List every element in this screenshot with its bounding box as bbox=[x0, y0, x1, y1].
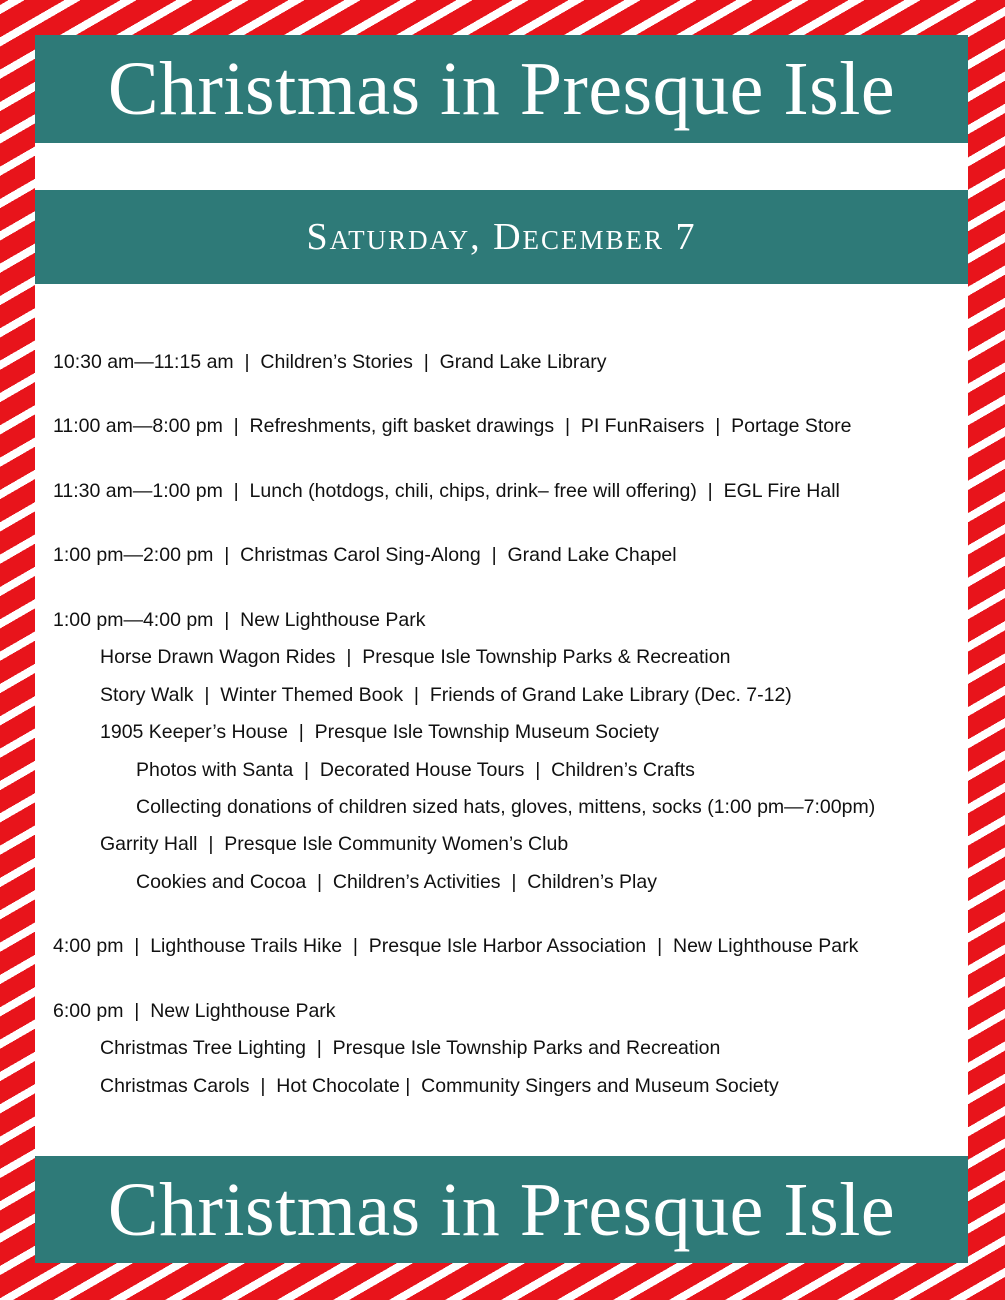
schedule-subline: Cookies and Cocoa | Children’s Activities | Children’s Play bbox=[136, 871, 657, 893]
schedule-line: 11:30 am—1:00 pm | Lunch (hotdogs, chili, chips, drink– free will offering) | EGL Fire Hall bbox=[53, 480, 840, 502]
date-title: Saturday, December 7 bbox=[306, 216, 697, 258]
schedule-subline: Garrity Hall | Presque Isle Community Women’s Club bbox=[100, 833, 569, 855]
schedule-subline: Story Walk | Winter Themed Book | Friends of Grand Lake Library (Dec. 7-12) bbox=[100, 684, 792, 706]
schedule-line: 11:00 am—8:00 pm | Refreshments, gift basket drawings | PI FunRaisers | Portage Store bbox=[53, 415, 852, 437]
schedule-subline: Christmas Tree Lighting | Presque Isle Township Parks and Recreation bbox=[100, 1037, 721, 1059]
schedule-subline: Photos with Santa | Decorated House Tours | Children’s Crafts bbox=[136, 759, 695, 781]
schedule-line: 1:00 pm—4:00 pm | New Lighthouse Park bbox=[53, 609, 426, 631]
schedule-subline: Christmas Carols | Hot Chocolate | Community Singers and Museum Society bbox=[100, 1075, 779, 1097]
schedule-line: 4:00 pm | Lighthouse Trails Hike | Presque Isle Harbor Association | New Lighthouse Park bbox=[53, 935, 859, 957]
schedule-line: 1:00 pm—2:00 pm | Christmas Carol Sing-Along | Grand Lake Chapel bbox=[53, 544, 677, 566]
footer-banner bbox=[35, 1156, 968, 1263]
header-banner bbox=[35, 35, 968, 143]
schedule-line: 6:00 pm | New Lighthouse Park bbox=[53, 1000, 336, 1022]
flyer-panel bbox=[35, 35, 968, 1263]
footer-title: Christmas in Presque Isle bbox=[107, 1167, 896, 1252]
header-title: Christmas in Presque Isle bbox=[107, 47, 896, 131]
date-banner bbox=[35, 190, 968, 284]
schedule-subline: Collecting donations of children sized hats, gloves, mittens, socks (1:00 pm—7:00pm) bbox=[136, 796, 876, 818]
schedule-subline: Horse Drawn Wagon Rides | Presque Isle Township Parks & Recreation bbox=[100, 646, 731, 668]
schedule-subline: 1905 Keeper’s House | Presque Isle Township Museum Society bbox=[100, 721, 659, 743]
schedule-line: 10:30 am—11:15 am | Children’s Stories | Grand Lake Library bbox=[53, 351, 607, 373]
